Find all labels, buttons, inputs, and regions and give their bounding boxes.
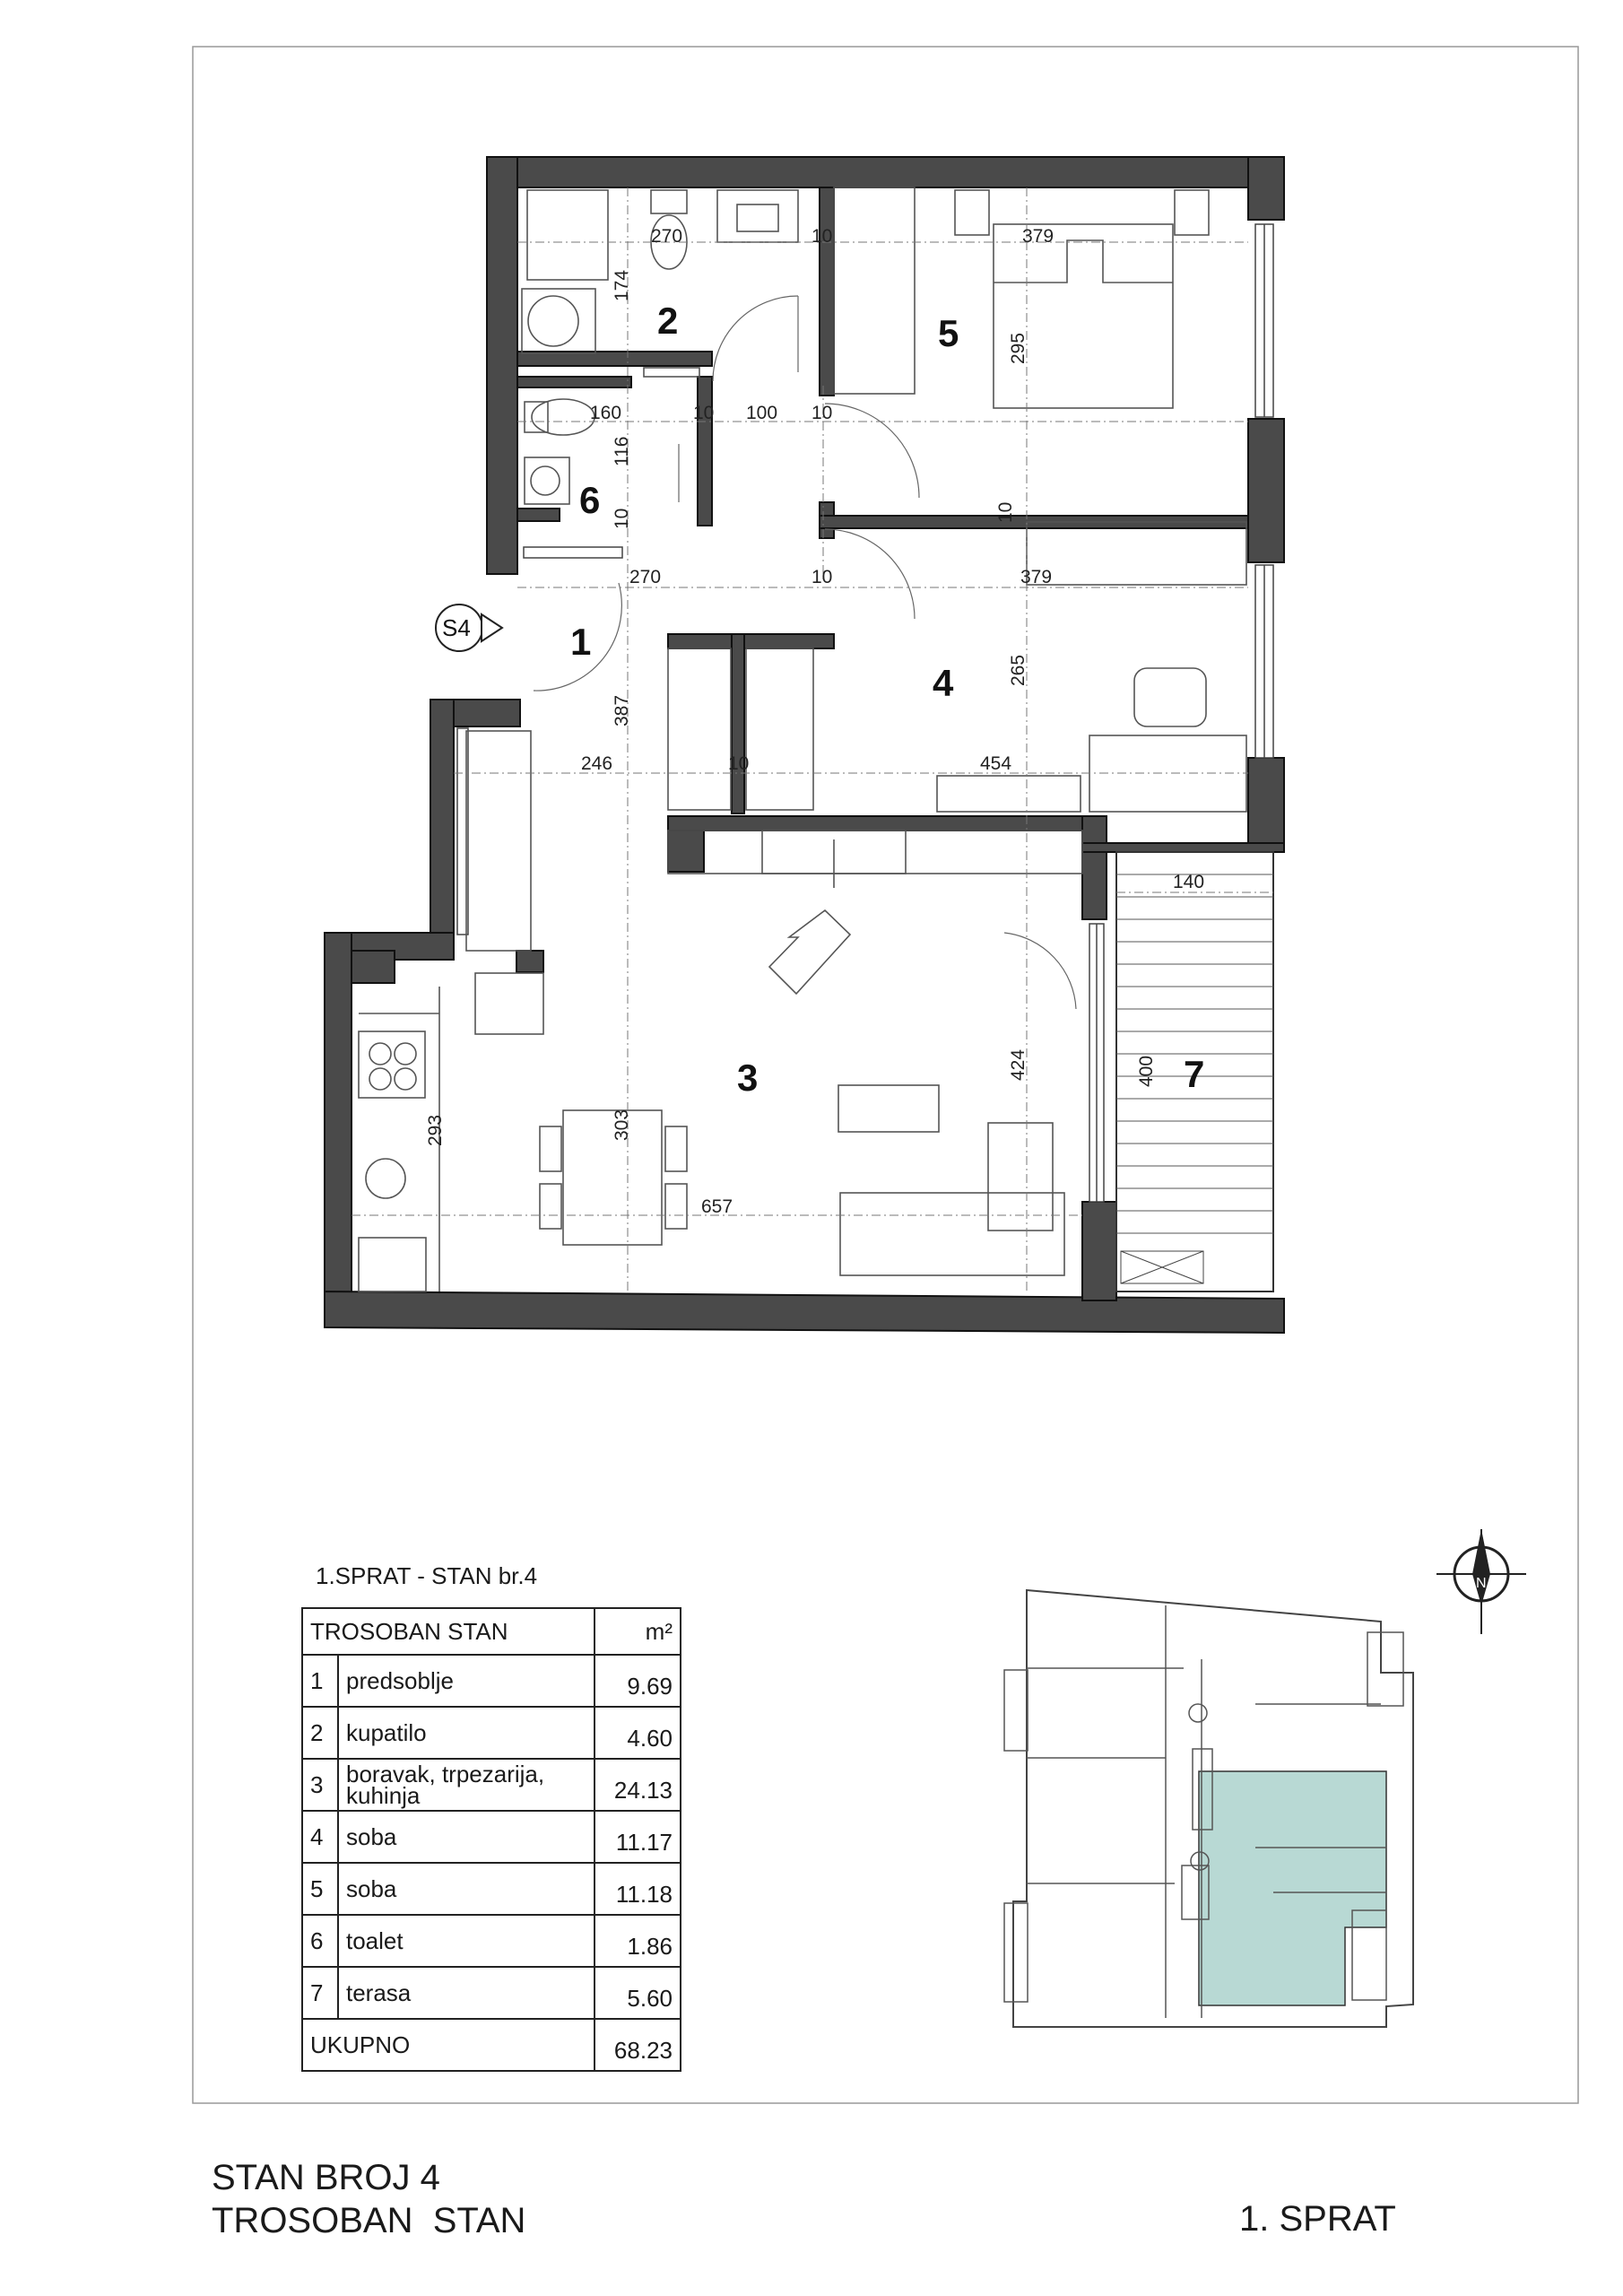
room-labels: [570, 300, 1204, 1099]
svg-text:N: N: [1476, 1576, 1487, 1591]
dim-label: 424: [1008, 1048, 1028, 1081]
table-total-row: [302, 2019, 681, 2071]
row-name: soba: [338, 1811, 595, 1863]
row-area: 1.86: [595, 1915, 681, 1967]
row-number: 2: [302, 1707, 338, 1759]
footer-line-1: STAN BROJ 4: [212, 2158, 440, 2197]
dim-label: 160: [590, 403, 622, 423]
dimension-labels: [425, 226, 1204, 1217]
row-number: 5: [302, 1863, 338, 1915]
row-area: 24.13: [595, 1759, 681, 1811]
room-number-5: 5: [938, 312, 959, 354]
dim-label: 270: [629, 567, 662, 587]
windows: [457, 224, 1273, 1202]
row-number: 7: [302, 1967, 338, 2019]
room-number-7: 7: [1184, 1053, 1205, 1095]
row-number: 4: [302, 1811, 338, 1863]
dim-label: 295: [1008, 332, 1028, 364]
footer-line-2: TROSOBAN STAN: [212, 2201, 526, 2240]
dim-label: 657: [701, 1196, 733, 1217]
dim-label: 246: [581, 753, 613, 774]
dim-label: 100: [746, 403, 778, 423]
row-name: predsoblje: [338, 1655, 595, 1707]
footer-floor: 1. SPRAT: [1239, 2199, 1396, 2239]
table-row: [302, 1863, 681, 1915]
dim-label: 379: [1020, 567, 1053, 587]
row-area: 4.60: [595, 1707, 681, 1759]
row-name: kupatilo: [338, 1707, 595, 1759]
table-row: [302, 1915, 681, 1967]
table-row: [302, 1655, 681, 1707]
dim-label: 270: [651, 226, 683, 247]
table-row: [302, 1707, 681, 1759]
dim-label: 174: [612, 269, 632, 301]
dim-label: 379: [1022, 226, 1055, 247]
table-caption: 1.SPRAT - STAN br.4: [316, 1562, 538, 1589]
table-row: [302, 1759, 681, 1811]
row-name: toalet: [338, 1915, 595, 1967]
dim-label: 10: [812, 403, 833, 423]
dim-label: 10: [693, 403, 715, 423]
row-number: 1: [302, 1655, 338, 1707]
north-arrow-icon: [1436, 1529, 1526, 1634]
row-number: 3: [302, 1759, 338, 1811]
dim-label: 10: [812, 567, 833, 587]
total-label: UKUPNO: [302, 2019, 595, 2071]
room-number-2: 2: [657, 300, 679, 342]
row-area: 11.17: [595, 1811, 681, 1863]
footer-title: [212, 2156, 525, 2242]
dim-label: 116: [612, 436, 632, 466]
row-name: boravak, trpezarija, kuhinja: [338, 1759, 595, 1811]
dim-label: 303: [612, 1109, 632, 1141]
row-number: 6: [302, 1915, 338, 1967]
room-number-3: 3: [737, 1057, 759, 1099]
dim-label: 10: [612, 508, 632, 529]
dim-label: 10: [728, 753, 750, 774]
dim-label: 10: [995, 501, 1016, 523]
dim-label: 454: [980, 753, 1012, 774]
dim-label: 293: [425, 1114, 446, 1146]
room-number-1: 1: [570, 621, 592, 663]
dim-label: 400: [1136, 1055, 1157, 1087]
area-table: [301, 1607, 681, 2072]
table-header-unit: m²: [595, 1608, 681, 1655]
table-row: [302, 1967, 681, 2019]
dim-label: 387: [612, 694, 632, 726]
section-marker-label: S4: [442, 614, 471, 641]
key-plan: [1004, 1590, 1413, 2027]
row-name: soba: [338, 1863, 595, 1915]
dim-label: 265: [1008, 654, 1028, 686]
table-row: [302, 1811, 681, 1863]
table-header-row: [302, 1608, 681, 1655]
room-number-6: 6: [579, 479, 601, 521]
row-name: terasa: [338, 1967, 595, 2019]
row-area: 9.69: [595, 1655, 681, 1707]
section-marker: [436, 604, 502, 651]
dim-label: 140: [1173, 872, 1205, 892]
total-area: 68.23: [595, 2019, 681, 2071]
room-number-4: 4: [933, 662, 954, 704]
row-area: 5.60: [595, 1967, 681, 2019]
table-header-title: TROSOBAN STAN: [302, 1608, 595, 1655]
row-area: 11.18: [595, 1863, 681, 1915]
dim-label: 10: [812, 226, 833, 247]
